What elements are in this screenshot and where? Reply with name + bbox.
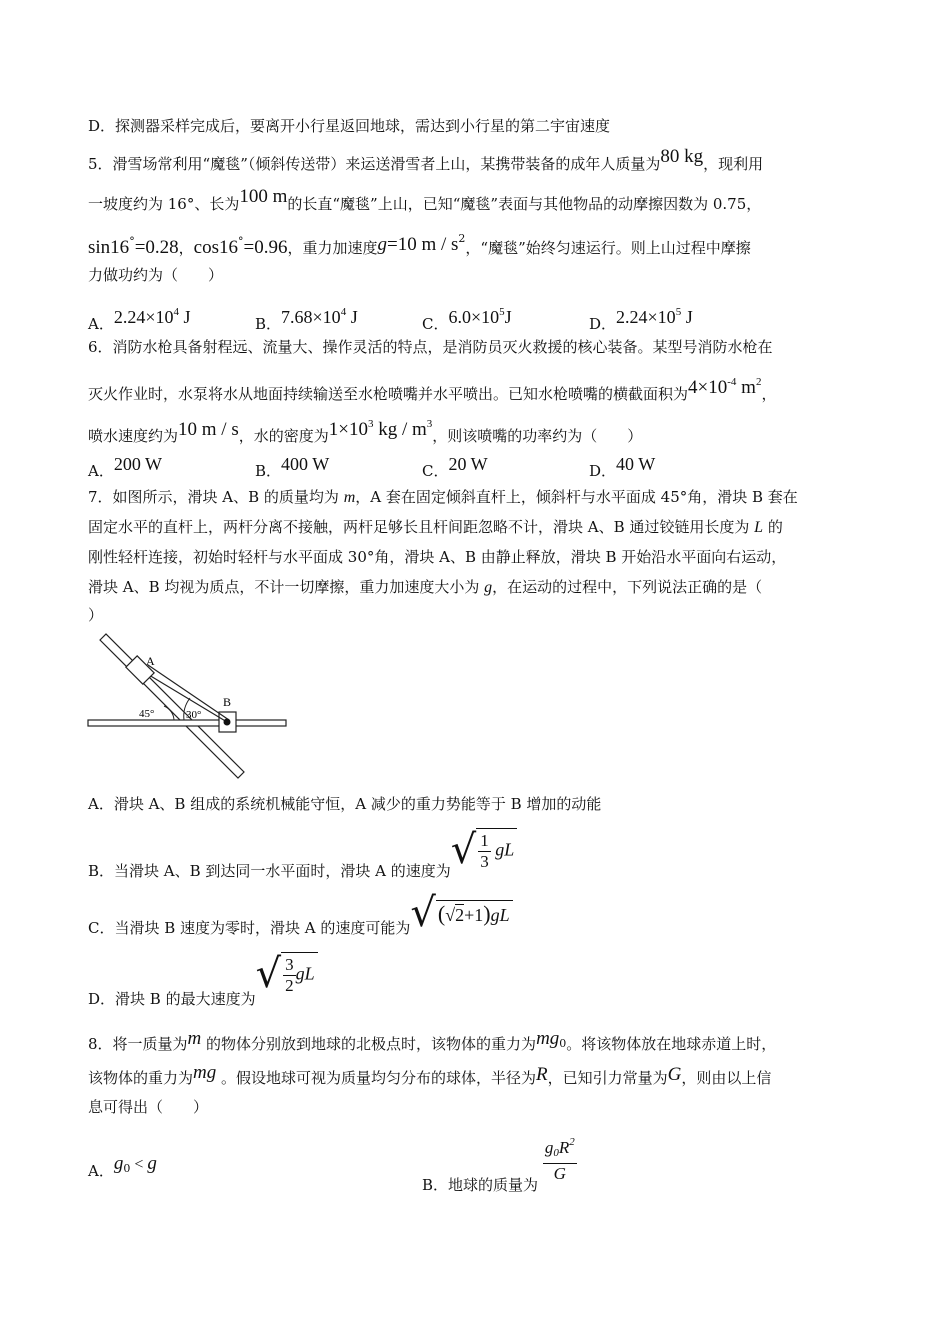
q5-length: 100 m (239, 186, 288, 207)
q5-text: ，现利用 (703, 155, 764, 173)
q5-text: ，“魔毯”始终匀速运行。则上山过程中摩擦 (465, 239, 751, 257)
q7-line-3: 刚性轻杆连接，初始时轻杆与水平面成 30°角，滑块 A、B 由静止释放，滑块 B 开始沿水平面向右运动， (88, 548, 787, 566)
q5-mass: 80 kg (660, 146, 704, 167)
q5-text: 5．滑雪场常利用“魔毯”（倾斜传送带）来运送滑雪者上山，某携带装备的成年人质量为 (88, 155, 661, 173)
q4-option-d: D．探测器采样完成后，要离开小行星返回地球，需达到小行星的第二宇宙速度 (88, 117, 611, 135)
q5-line-1 (88, 146, 863, 175)
q5-option-c[interactable]: C．$6.0\times 10^5J$ (422, 306, 512, 333)
q7-option-a[interactable]: A．滑块 A、B 组成的系统机械能守恒，A 减少的重力势能等于 B 增加的动能 (88, 795, 602, 813)
q6-option-b[interactable]: B．400 W (255, 454, 330, 480)
q5-sin-value: =0.28 (134, 237, 179, 258)
q8-line-2: 该物体的重力为mg 。假设地球可视为质量均匀分布的球体，半径为R，已知引力常量为G，则由以上信 (88, 1062, 772, 1087)
q8-option-b[interactable]: B．地球的质量为 $\frac{g_0R^2}{G}$ (422, 1128, 577, 1178)
q7-line-2: 固定水平的直杆上，两杆分离不接触，两杆足够长且杆间距忽略不计，滑块 A、B 通过铰链用长度为 L 的 (88, 518, 783, 536)
q5-text: ，重力加速度 (287, 239, 378, 257)
q6-option-d[interactable]: D．40 W (589, 454, 656, 480)
q7-figure (86, 632, 296, 782)
q5-sin: sin16 (88, 237, 130, 258)
q6-line-3: 喷水速度约为10 m / s，水的密度为$1\times 10^3$ kg / $m^3$，则该喷嘴的功率约为（ ） (88, 418, 643, 445)
q6-speed: 10 m / s (178, 419, 239, 440)
q8-line-1: 8．将一质量为m 的物体分别放到地球的北极点时，该物体的重力为$mg_0$。将该物体放在地球赤道上时， (88, 1028, 777, 1053)
q7-line-4: 滑块 A、B 均视为质点，不计一切摩擦，重力加速度大小为 g，在运动的过程中，下列说法正确的是（ (88, 578, 763, 596)
q7-line-5: ） (88, 606, 104, 624)
q6-option-c[interactable]: C．20 W (422, 454, 488, 480)
q7-option-c[interactable]: C．当滑块 B 速度为零时，滑块 A 的速度可能为√(√2+1)gL (88, 893, 863, 939)
label-30: 30° (186, 709, 202, 721)
q5-line-2 (88, 186, 863, 215)
q8-option-a[interactable]: A．$g_0 < g$ (88, 1153, 157, 1180)
q6-line-1: 6．消防水枪具备射程远、流量大、操作灵活的特点，是消防员灭火救援的核心装备。某型号消防水枪在 (88, 338, 773, 356)
label-b: B (223, 695, 232, 709)
q5-cos: cos16 (193, 237, 238, 258)
q5-g-value: =10 m / s (386, 234, 459, 255)
q6-line-2: 灭火作业时，水泵将水从地面持续输送至水枪喷嘴并水平喷出。已知水枪喷嘴的横截面积为$4\times 10^{-4}$ $m^2$， (88, 376, 777, 403)
q7-option-d[interactable]: D．滑块 B 的最大速度为√ $\frac{3}{2}$ gL (88, 952, 863, 1004)
label-a: A (146, 654, 155, 668)
label-45: 45° (139, 708, 155, 720)
degree: ° (238, 235, 244, 248)
q5-option-b[interactable]: B．$7.68\times 10^4$ J (255, 306, 358, 333)
q5-line-4: 力做功约为（ ） (88, 266, 224, 284)
q5-line-3: sin16°=0.28，cos16°=0.96，重力加速度g=10 m / $s^2$，“魔毯”始终匀速运行。则上山过程中摩擦 (88, 232, 751, 258)
q6-option-a[interactable]: A．200 W (88, 454, 163, 480)
q7-option-b[interactable]: B．当滑块 A、B 到达同一水平面时，滑块 A 的速度为√ $\frac{1}{3}$ gL (88, 828, 863, 878)
q5-option-d[interactable]: D．$2.24\times 10^5$ J (589, 306, 693, 333)
q5-text: 的长直“魔毯”上山，已知“魔毯”表面与其他物品的动摩擦因数为 0.75， (287, 195, 762, 213)
hinge-b (224, 719, 231, 726)
q7-line-1: 7．如图所示，滑块 A、B 的质量均为 m，A 套在固定倾斜直杆上，倾斜杆与水平面成 45°角，滑块 B 套在 (88, 488, 798, 506)
q5-text: 一坡度约为 16°、长为 (88, 195, 240, 213)
degree: ° (129, 235, 135, 248)
q5-cos-value: =0.96 (243, 237, 288, 258)
q8-line-3: 息可得出（ ） (88, 1098, 209, 1116)
q5-option-a[interactable]: A．$2.24\times 10^4$ J (88, 306, 191, 333)
